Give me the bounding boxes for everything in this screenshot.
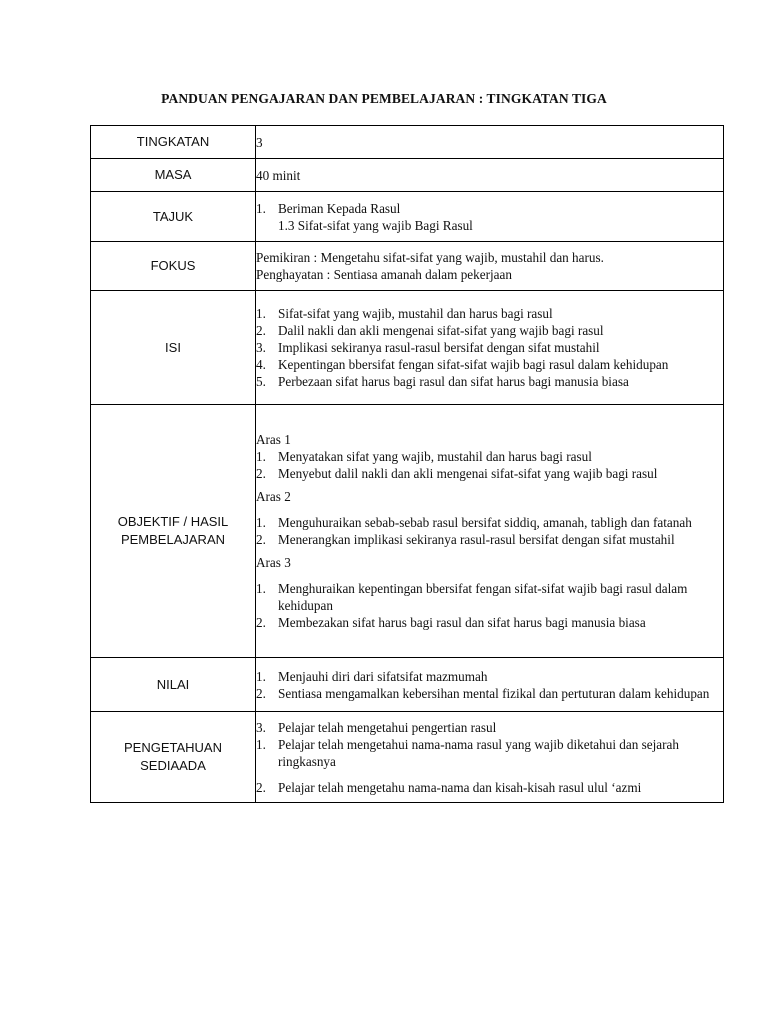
list-item bbox=[256, 531, 723, 548]
value-fokus bbox=[256, 242, 724, 291]
aras-3-heading: Aras 3 bbox=[256, 555, 291, 570]
list-item bbox=[256, 514, 723, 531]
list-item bbox=[256, 339, 723, 356]
list-item bbox=[256, 736, 723, 770]
list-text: Sifat-sifat yang wajib, mustahil dan harus bagi rasul bbox=[278, 306, 553, 321]
tajuk-sub-item: 1.3 Sifat-sifat yang wajib Bagi Rasul bbox=[278, 217, 473, 233]
list-number: 2. bbox=[256, 779, 266, 795]
list-item bbox=[256, 322, 723, 339]
list-text: Sentiasa mengamalkan kebersihan mental fizikal dan pertuturan dalam kehidupan bbox=[278, 685, 710, 701]
list-item bbox=[256, 580, 723, 614]
list-text: Menyatakan sifat yang wajib, mustahil dan harus bagi rasul bbox=[278, 449, 592, 464]
list-item bbox=[256, 779, 723, 796]
value-isi bbox=[256, 291, 724, 405]
list-text: Membezakan sifat harus bagi rasul dan sifat harus bagi manusia biasa bbox=[278, 615, 646, 630]
row-masa bbox=[91, 159, 724, 192]
list-number: 1. bbox=[256, 736, 266, 752]
pengetahuan-list-continued bbox=[256, 779, 723, 796]
list-item bbox=[256, 305, 723, 322]
list-item bbox=[256, 356, 723, 373]
fokus-penghayatan: Penghayatan : Sentiasa amanah dalam pekerjaan bbox=[256, 267, 512, 282]
label-objektif-line1: OBJEKTIF / HASIL bbox=[117, 514, 229, 529]
list-text: Menguhuraikan sebab-sebab rasul bersifat siddiq, amanah, tabligh dan fatanah bbox=[278, 515, 692, 530]
list-number: 5. bbox=[256, 374, 266, 389]
list-item bbox=[256, 448, 723, 465]
list-number: 4. bbox=[256, 357, 266, 372]
label-fokus: FOKUS bbox=[91, 242, 256, 291]
list-text: Dalil nakli dan akli mengenai sifat-sifat yang wajib bagi rasul bbox=[278, 323, 604, 338]
row-fokus bbox=[91, 242, 724, 291]
row-tajuk bbox=[91, 192, 724, 242]
value-tajuk bbox=[256, 192, 724, 242]
aras-2-heading: Aras 2 bbox=[256, 489, 291, 504]
aras-1-heading: Aras 1 bbox=[256, 432, 291, 447]
list-number: 3. bbox=[256, 719, 266, 735]
row-objektif bbox=[91, 405, 724, 658]
label-masa: MASA bbox=[91, 159, 256, 192]
document-title: PANDUAN PENGAJARAN DAN PEMBELAJARAN : TINGKATAN TIGA bbox=[161, 91, 607, 106]
aras-1-list bbox=[256, 448, 723, 482]
list-number: 1. bbox=[256, 581, 266, 596]
list-number: 1. bbox=[256, 306, 266, 321]
list-number: 1. bbox=[256, 515, 266, 530]
nilai-list bbox=[256, 668, 723, 702]
value-pengetahuan bbox=[256, 712, 724, 803]
list-text: Menyebut dalil nakli dan akli mengenai sifat-sifat yang wajib bagi rasul bbox=[278, 466, 658, 481]
label-tingkatan: TINGKATAN bbox=[91, 126, 256, 159]
list-item bbox=[256, 614, 723, 631]
list-item bbox=[256, 465, 723, 482]
list-text: Pelajar telah mengetahui nama-nama rasul yang wajib diketahui dan sejarah ringkasnya bbox=[278, 736, 679, 769]
list-item bbox=[256, 719, 723, 736]
label-objektif bbox=[91, 405, 256, 658]
list-text: Pelajar telah mengetahui pengertian rasul bbox=[278, 719, 497, 735]
list-item bbox=[256, 200, 723, 217]
aras-3-list bbox=[256, 580, 723, 631]
label-isi: ISI bbox=[91, 291, 256, 405]
label-pengetahuan-line2: SEDIAADA bbox=[140, 758, 206, 773]
isi-list bbox=[256, 305, 723, 390]
list-number: 2. bbox=[256, 323, 266, 338]
list-text: Menghuraikan kepentingan bbersifat fengan sifat-sifat wajib bagi rasul dalam kehidupan bbox=[278, 581, 688, 613]
list-item bbox=[256, 668, 723, 685]
label-nilai: NILAI bbox=[91, 658, 256, 712]
list-item bbox=[256, 373, 723, 390]
tajuk-list bbox=[256, 200, 723, 217]
value-masa: 40 minit bbox=[256, 159, 724, 192]
list-number: 2. bbox=[256, 615, 266, 630]
value-objektif bbox=[256, 405, 724, 658]
list-number: 1. bbox=[256, 449, 266, 464]
list-text: Pelajar telah mengetahu nama-nama dan kisah-kisah rasul ulul ‘azmi bbox=[278, 779, 642, 795]
lesson-plan-table bbox=[90, 125, 724, 803]
list-text: Menerangkan implikasi sekiranya rasul-rasul bersifat dengan sifat mustahil bbox=[278, 532, 675, 547]
list-text: Beriman Kepada Rasul bbox=[278, 200, 401, 216]
list-number: 2. bbox=[256, 532, 266, 547]
list-number: 3. bbox=[256, 340, 266, 355]
list-number: 1. bbox=[256, 200, 266, 216]
label-objektif-line2: PEMBELAJARAN bbox=[120, 532, 226, 547]
value-tingkatan: 3 bbox=[256, 126, 724, 159]
aras-2-list bbox=[256, 514, 723, 548]
label-pengetahuan-line1: PENGETAHUAN bbox=[124, 740, 222, 755]
row-pengetahuan-sediaada bbox=[91, 712, 724, 803]
label-tajuk: TAJUK bbox=[91, 192, 256, 242]
row-nilai bbox=[91, 658, 724, 712]
row-tingkatan bbox=[91, 126, 724, 159]
list-number: 1. bbox=[256, 668, 266, 684]
list-text: Implikasi sekiranya rasul-rasul bersifat dengan sifat mustahil bbox=[278, 340, 600, 355]
list-text: Perbezaan sifat harus bagi rasul dan sifat harus bagi manusia biasa bbox=[278, 374, 629, 389]
label-pengetahuan bbox=[91, 712, 256, 803]
list-item bbox=[256, 685, 723, 702]
row-isi bbox=[91, 291, 724, 405]
list-text: Kepentingan bbersifat fengan sifat-sifat wajib bagi rasul dalam kehidupan bbox=[278, 357, 669, 372]
list-text: Menjauhi diri dari sifatsifat mazmumah bbox=[278, 668, 488, 684]
fokus-pemikiran: Pemikiran : Mengetahu sifat-sifat yang wajib, mustahil dan harus. bbox=[256, 250, 604, 265]
value-nilai bbox=[256, 658, 724, 712]
list-number: 2. bbox=[256, 466, 266, 481]
pengetahuan-list bbox=[256, 719, 723, 770]
list-number: 2. bbox=[256, 685, 266, 701]
